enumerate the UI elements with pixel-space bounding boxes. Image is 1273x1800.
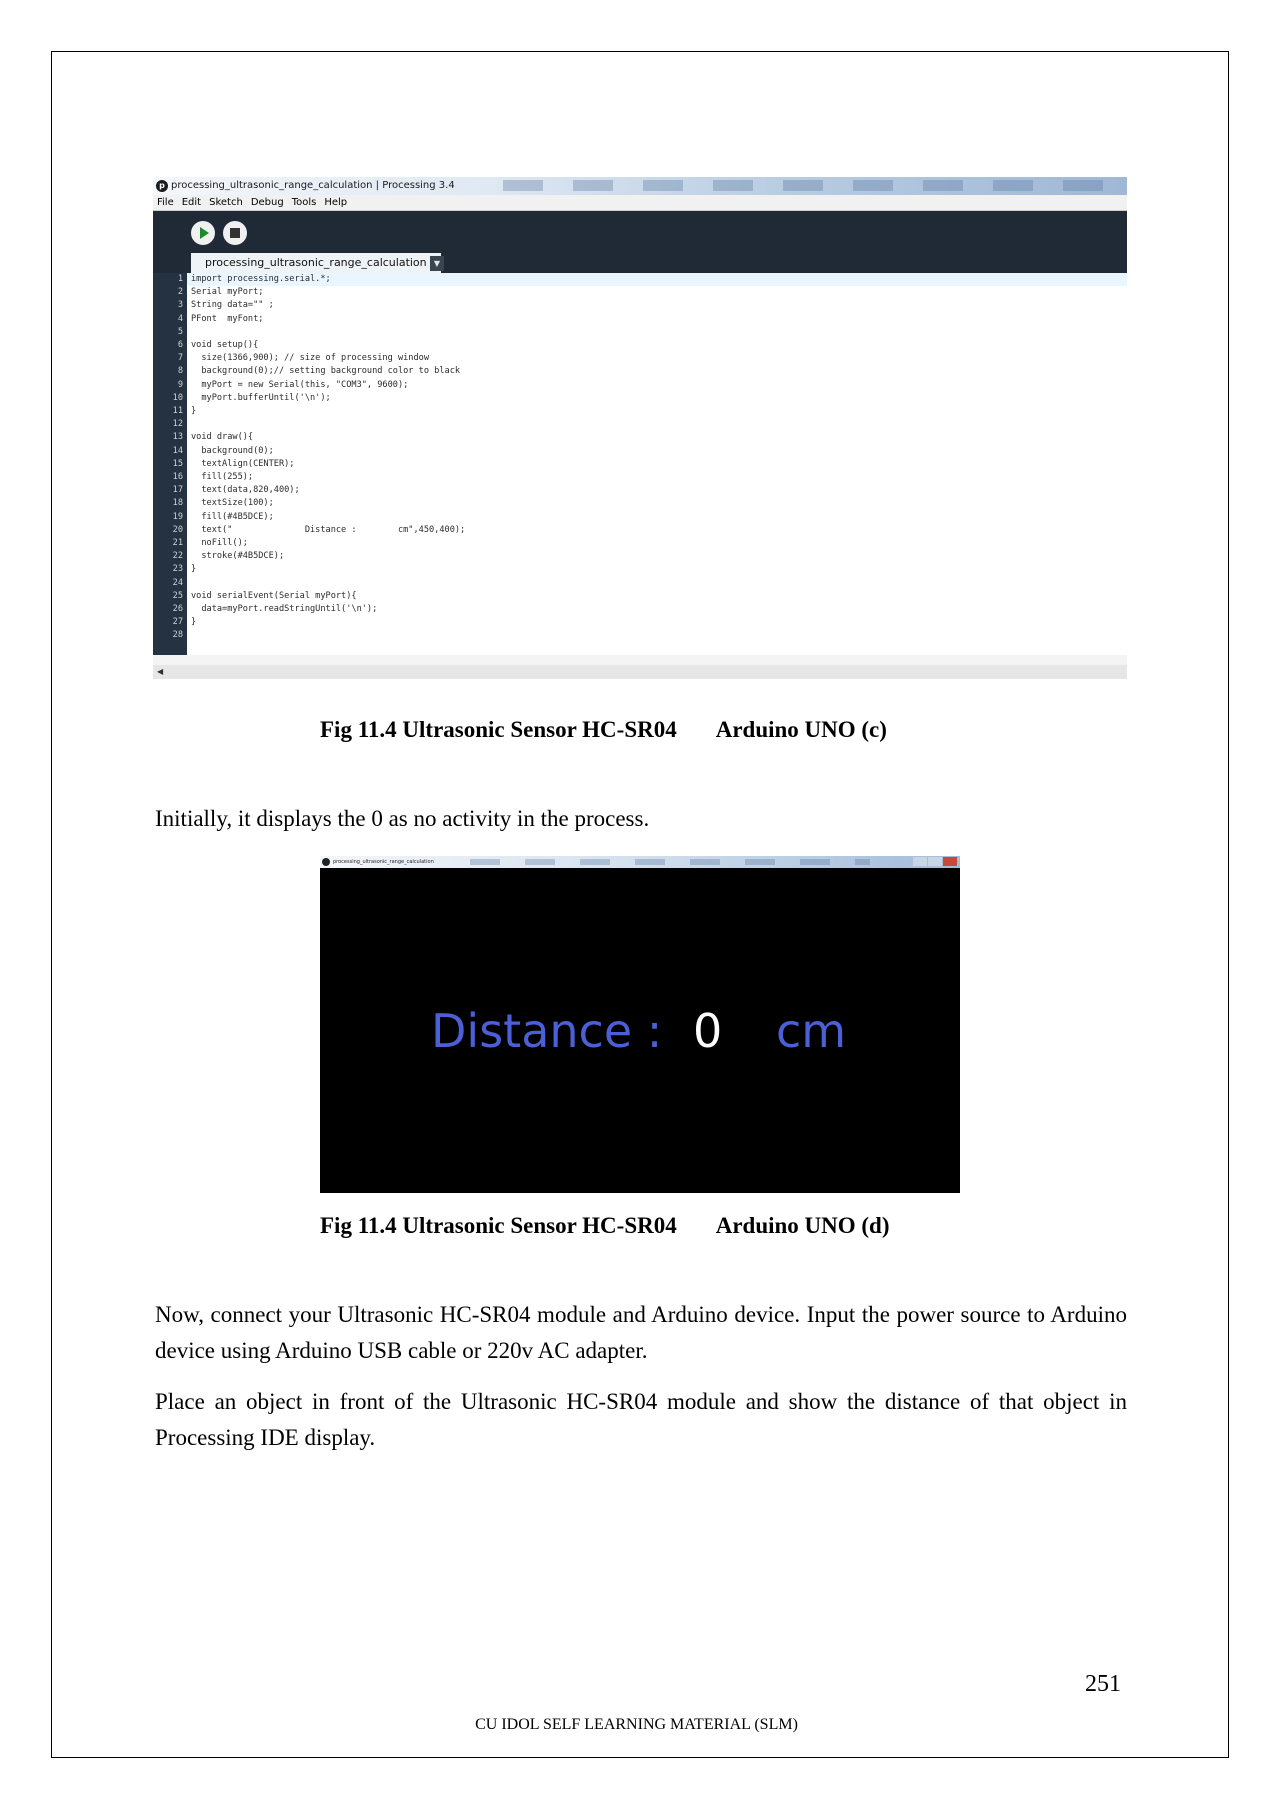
- code-line: }: [191, 617, 197, 628]
- scroll-left-icon[interactable]: ◀: [157, 667, 164, 676]
- distance-value: 0: [693, 1004, 723, 1058]
- ide-window-title: processing_ultrasonic_range_calculation | Processing 3.4: [171, 180, 455, 191]
- code-line: Serial myPort;: [191, 287, 264, 298]
- paragraph-connect: Now, connect your Ultrasonic HC-SR04 module and Arduino device. Input the power source to Arduino device using Arduino USB cable or 220v AC adapter.: [155, 1302, 1127, 1363]
- line-number: 23: [172, 564, 183, 575]
- line-number: 8: [177, 366, 183, 377]
- line-number: 9: [177, 379, 183, 390]
- code-line: fill(#4B5DCE);: [191, 511, 274, 522]
- code-line: background(0);: [191, 445, 274, 456]
- stop-icon[interactable]: [223, 221, 247, 245]
- code-line: import processing.serial.*;: [191, 274, 331, 284]
- code-line: fill(255);: [191, 472, 254, 482]
- line-number: 26: [172, 604, 183, 614]
- ide-menu-bar: [153, 195, 1127, 211]
- line-number: 11: [172, 406, 183, 416]
- code-line: myPort = new Serial(this, "COM3", 9600);: [191, 379, 409, 390]
- code-line: background(0);// setting background color to black: [191, 366, 461, 377]
- code-editor[interactable]: [153, 273, 1127, 655]
- output-window-title: processing_ultrasonic_range_calculation: [333, 859, 434, 865]
- figure-caption-c: Fig 11.4 Ultrasonic Sensor HC-SR04 Arduino UNO (c): [320, 717, 887, 742]
- line-number: 22: [172, 551, 183, 562]
- line-number: 14: [172, 445, 183, 456]
- horizontal-scrollbar[interactable]: [153, 665, 1127, 679]
- taskbar-strip: [503, 180, 1123, 191]
- processing-logo-icon: [322, 858, 330, 866]
- sketch-tab[interactable]: processing_ultrasonic_range_calculation: [191, 253, 441, 273]
- code-line: data=myPort.readStringUntil('\n');: [191, 604, 378, 614]
- distance-label: Distance :: [431, 1004, 663, 1058]
- menu-edit[interactable]: Edit: [181, 197, 202, 208]
- page-number: 251: [1085, 1671, 1121, 1697]
- line-number: 3: [177, 300, 183, 311]
- code-line: }: [191, 564, 197, 575]
- code-line: }: [191, 406, 197, 416]
- code-line: myPort.bufferUntil('\n');: [191, 392, 331, 403]
- line-number: 27: [172, 617, 183, 628]
- line-number: 15: [172, 458, 183, 469]
- code-line: stroke(#4B5DCE);: [191, 551, 285, 562]
- paragraph-initial: Initially, it displays the 0 as no activity in the process.: [155, 806, 650, 831]
- code-line: void setup(){: [191, 340, 259, 350]
- window-controls: [912, 857, 958, 866]
- line-number: 20: [172, 524, 183, 535]
- processing-output-window: [320, 856, 960, 1193]
- code-line: text(" Distance : cm",450,400);: [191, 524, 466, 535]
- close-icon[interactable]: [943, 857, 957, 866]
- line-number: 2: [177, 287, 183, 298]
- line-number: 5: [177, 326, 183, 337]
- code-line: noFill();: [191, 538, 248, 548]
- line-number: 19: [172, 511, 183, 522]
- output-title-bar: [320, 856, 960, 868]
- line-number: 28: [172, 630, 183, 641]
- maximize-icon[interactable]: [928, 857, 942, 866]
- menu-debug[interactable]: Debug: [250, 197, 284, 208]
- editor-bottom-strip: [153, 655, 1127, 665]
- paragraph-place-object: Place an object in front of the Ultrasonic HC-SR04 module and show the distance of that object in Processing IDE display.: [155, 1389, 1127, 1450]
- code-line: String data="" ;: [191, 300, 274, 311]
- code-line: text(data,820,400);: [191, 485, 300, 496]
- minimize-icon[interactable]: [913, 857, 927, 866]
- code-line: textAlign(CENTER);: [191, 458, 295, 469]
- processing-ide-screenshot: [153, 177, 1127, 685]
- code-line: size(1366,900); // size of processing window: [191, 353, 429, 364]
- line-number: 6: [177, 340, 183, 350]
- menu-tools[interactable]: Tools: [291, 197, 317, 208]
- code-line: textSize(100);: [191, 498, 274, 509]
- taskbar-strip: [470, 859, 870, 865]
- line-number: 16: [172, 472, 183, 482]
- line-number: 21: [172, 538, 183, 548]
- line-number: 24: [172, 577, 183, 588]
- play-icon[interactable]: [191, 221, 215, 245]
- line-number: 10: [172, 392, 183, 403]
- line-number: 1: [177, 274, 183, 284]
- dropdown-arrow-icon[interactable]: ▼: [430, 256, 444, 271]
- line-number: 25: [172, 590, 183, 601]
- line-number: 17: [172, 485, 183, 496]
- ide-title-bar: [153, 177, 1127, 195]
- code-line: void serialEvent(Serial myPort){: [191, 590, 357, 601]
- menu-file[interactable]: File: [157, 197, 174, 208]
- line-number: 13: [172, 432, 183, 443]
- line-number: 7: [177, 353, 183, 364]
- line-number: 18: [172, 498, 183, 509]
- figure-caption-d: Fig 11.4 Ultrasonic Sensor HC-SR04 Arduino UNO (d): [320, 1213, 890, 1238]
- ide-toolbar: [153, 211, 1127, 273]
- processing-logo-icon: p: [156, 180, 168, 192]
- menu-help[interactable]: Help: [324, 197, 348, 208]
- line-number: 4: [177, 313, 183, 324]
- distance-unit: cm: [776, 1004, 847, 1058]
- menu-sketch[interactable]: Sketch: [209, 197, 243, 208]
- code-line: PFont myFont;: [191, 313, 264, 324]
- line-number: 12: [172, 419, 183, 430]
- code-line: void draw(){: [191, 432, 254, 443]
- page-footer: CU IDOL SELF LEARNING MATERIAL (SLM): [475, 1716, 798, 1733]
